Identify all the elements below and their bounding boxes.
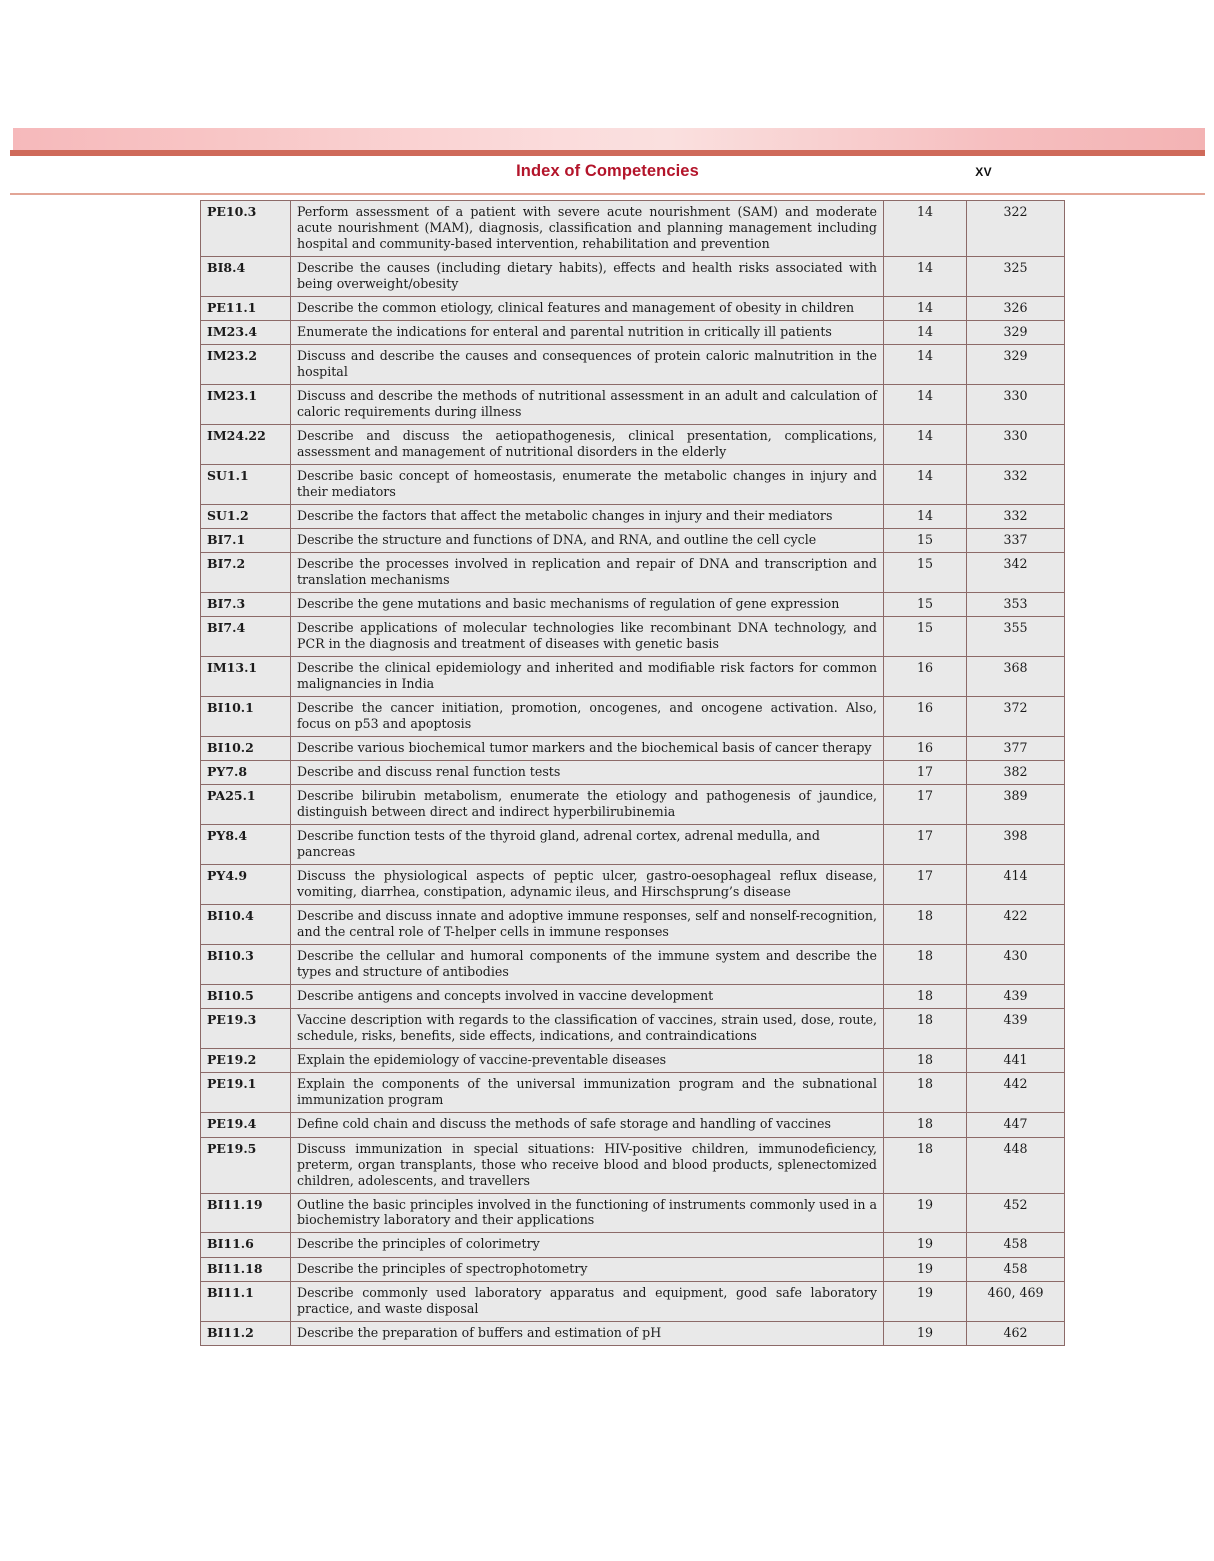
chapter-number-cell: 16 bbox=[884, 737, 967, 761]
competency-code-cell: PE19.2 bbox=[201, 1049, 291, 1073]
page-number-cell: 442 bbox=[967, 1073, 1065, 1113]
competency-code-cell: PY8.4 bbox=[201, 825, 291, 865]
competency-code-cell: SU1.1 bbox=[201, 465, 291, 505]
competency-description-cell: Define cold chain and discuss the methods of safe storage and handling of vaccines bbox=[291, 1113, 884, 1137]
competency-description-cell: Describe function tests of the thyroid gland, adrenal cortex, adrenal medulla, and pancreas bbox=[291, 825, 884, 865]
chapter-number-cell: 15 bbox=[884, 553, 967, 593]
competency-description-cell: Describe the clinical epidemiology and inherited and modifiable risk factors for common malignancies in India bbox=[291, 657, 884, 697]
chapter-number-cell: 14 bbox=[884, 321, 967, 345]
chapter-number-cell: 18 bbox=[884, 1049, 967, 1073]
page-number-cell: 368 bbox=[967, 657, 1065, 697]
page-number-cell: 330 bbox=[967, 425, 1065, 465]
competency-code-cell: PY4.9 bbox=[201, 865, 291, 905]
competency-description-cell: Describe bilirubin metabolism, enumerate the etiology and pathogenesis of jaundice, distinguish between direct and indirect hyperbilirubinemia bbox=[291, 785, 884, 825]
chapter-number-cell: 14 bbox=[884, 385, 967, 425]
page-number-cell: 439 bbox=[967, 985, 1065, 1009]
table-row bbox=[201, 465, 1065, 505]
competency-description-cell: Describe various biochemical tumor markers and the biochemical basis of cancer therapy bbox=[291, 737, 884, 761]
table-row bbox=[201, 737, 1065, 761]
table-row bbox=[201, 865, 1065, 905]
page-number-cell: 422 bbox=[967, 905, 1065, 945]
page-number-cell: 322 bbox=[967, 201, 1065, 257]
page-number-cell: 460, 469 bbox=[967, 1281, 1065, 1321]
competency-code-cell: BI7.3 bbox=[201, 593, 291, 617]
chapter-number-cell: 18 bbox=[884, 905, 967, 945]
competency-description-cell: Describe the causes (including dietary habits), effects and health risks associated with being overweight/obesity bbox=[291, 256, 884, 296]
page-number-cell: 398 bbox=[967, 825, 1065, 865]
competency-code-cell: SU1.2 bbox=[201, 505, 291, 529]
page-number-cell: 458 bbox=[967, 1257, 1065, 1281]
chapter-number-cell: 17 bbox=[884, 785, 967, 825]
table-row bbox=[201, 617, 1065, 657]
competency-description-cell: Describe the processes involved in replication and repair of DNA and transcription and translation mechanisms bbox=[291, 553, 884, 593]
table-row bbox=[201, 657, 1065, 697]
chapter-number-cell: 18 bbox=[884, 1137, 967, 1193]
page-folio-number: xv bbox=[975, 162, 992, 180]
competency-code-cell: BI10.1 bbox=[201, 697, 291, 737]
table-row bbox=[201, 345, 1065, 385]
competency-description-cell: Enumerate the indications for enteral and parental nutrition in critically ill patients bbox=[291, 321, 884, 345]
chapter-number-cell: 17 bbox=[884, 825, 967, 865]
table-row bbox=[201, 201, 1065, 257]
page-number-cell: 447 bbox=[967, 1113, 1065, 1137]
chapter-number-cell: 17 bbox=[884, 865, 967, 905]
table-row bbox=[201, 1049, 1065, 1073]
table-row bbox=[201, 1233, 1065, 1257]
chapter-number-cell: 18 bbox=[884, 1113, 967, 1137]
competency-code-cell: BI11.6 bbox=[201, 1233, 291, 1257]
page-number-cell: 329 bbox=[967, 321, 1065, 345]
chapter-number-cell: 14 bbox=[884, 505, 967, 529]
competency-code-cell: PE10.3 bbox=[201, 201, 291, 257]
index-of-competencies-table bbox=[200, 200, 1065, 1346]
table-row bbox=[201, 1073, 1065, 1113]
page-number-cell: 337 bbox=[967, 529, 1065, 553]
competency-code-cell: BI8.4 bbox=[201, 256, 291, 296]
page-title: Index of Competencies bbox=[516, 162, 699, 180]
page-number-cell: 355 bbox=[967, 617, 1065, 657]
competency-description-cell: Describe the structure and functions of DNA, and RNA, and outline the cell cycle bbox=[291, 529, 884, 553]
table-row bbox=[201, 785, 1065, 825]
chapter-number-cell: 19 bbox=[884, 1281, 967, 1321]
chapter-number-cell: 19 bbox=[884, 1257, 967, 1281]
table-row bbox=[201, 296, 1065, 320]
table-row bbox=[201, 593, 1065, 617]
competency-description-cell: Describe applications of molecular technologies like recombinant DNA technology, and PCR in the diagnosis and treatment of diseases with genetic basis bbox=[291, 617, 884, 657]
competency-code-cell: BI10.4 bbox=[201, 905, 291, 945]
page-number-cell: 332 bbox=[967, 465, 1065, 505]
header-decorative-gradient-bar bbox=[10, 128, 1205, 150]
page-number-cell: 414 bbox=[967, 865, 1065, 905]
chapter-number-cell: 18 bbox=[884, 1009, 967, 1049]
page-number-cell: 448 bbox=[967, 1137, 1065, 1193]
competency-code-cell: PE11.1 bbox=[201, 296, 291, 320]
page-number-cell: 325 bbox=[967, 256, 1065, 296]
competency-description-cell: Describe the principles of spectrophotometry bbox=[291, 1257, 884, 1281]
table-row bbox=[201, 385, 1065, 425]
chapter-number-cell: 14 bbox=[884, 465, 967, 505]
competency-description-cell: Describe the preparation of buffers and estimation of pH bbox=[291, 1321, 884, 1345]
page-number-cell: 342 bbox=[967, 553, 1065, 593]
page-number-cell: 326 bbox=[967, 296, 1065, 320]
competency-code-cell: BI10.3 bbox=[201, 945, 291, 985]
competency-code-cell: IM13.1 bbox=[201, 657, 291, 697]
competency-code-cell: BI7.2 bbox=[201, 553, 291, 593]
table-row bbox=[201, 1137, 1065, 1193]
table-row bbox=[201, 985, 1065, 1009]
header-text-row bbox=[10, 160, 1205, 190]
competency-code-cell: PY7.8 bbox=[201, 761, 291, 785]
competency-code-cell: BI11.2 bbox=[201, 1321, 291, 1345]
competency-code-cell: PE19.4 bbox=[201, 1113, 291, 1137]
chapter-number-cell: 17 bbox=[884, 761, 967, 785]
header-rule-thick bbox=[10, 150, 1205, 156]
page-number-cell: 441 bbox=[967, 1049, 1065, 1073]
chapter-number-cell: 15 bbox=[884, 617, 967, 657]
table-row bbox=[201, 529, 1065, 553]
table-row bbox=[201, 1113, 1065, 1137]
chapter-number-cell: 18 bbox=[884, 1073, 967, 1113]
competency-code-cell: BI7.4 bbox=[201, 617, 291, 657]
table-row bbox=[201, 945, 1065, 985]
table-body bbox=[201, 201, 1065, 1346]
competency-code-cell: IM23.4 bbox=[201, 321, 291, 345]
page-number-cell: 452 bbox=[967, 1193, 1065, 1233]
competency-description-cell: Outline the basic principles involved in the functioning of instruments commonly used in a biochemistry laboratory and their applications bbox=[291, 1193, 884, 1233]
chapter-number-cell: 15 bbox=[884, 529, 967, 553]
table-row bbox=[201, 256, 1065, 296]
competency-description-cell: Describe the cancer initiation, promotion, oncogenes, and oncogene activation. Also, focus on p53 and apoptosis bbox=[291, 697, 884, 737]
competency-description-cell: Discuss and describe the methods of nutritional assessment in an adult and calculation of caloric requirements during illness bbox=[291, 385, 884, 425]
competency-description-cell: Describe the common etiology, clinical features and management of obesity in children bbox=[291, 296, 884, 320]
page-number-cell: 353 bbox=[967, 593, 1065, 617]
competency-description-cell: Describe and discuss renal function tests bbox=[291, 761, 884, 785]
chapter-number-cell: 16 bbox=[884, 657, 967, 697]
competency-description-cell: Explain the components of the universal immunization program and the subnational immunization program bbox=[291, 1073, 884, 1113]
competency-code-cell: IM23.1 bbox=[201, 385, 291, 425]
table-row bbox=[201, 697, 1065, 737]
page-number-cell: 330 bbox=[967, 385, 1065, 425]
table-row bbox=[201, 553, 1065, 593]
table-row bbox=[201, 905, 1065, 945]
competency-code-cell: PE19.3 bbox=[201, 1009, 291, 1049]
chapter-number-cell: 19 bbox=[884, 1233, 967, 1257]
table-row bbox=[201, 1281, 1065, 1321]
table-row bbox=[201, 425, 1065, 465]
page-number-cell: 389 bbox=[967, 785, 1065, 825]
header-rule-thin bbox=[10, 193, 1205, 195]
competency-code-cell: BI11.19 bbox=[201, 1193, 291, 1233]
competency-description-cell: Discuss the physiological aspects of peptic ulcer, gastro-oesophageal reflux disease, vomiting, diarrhea, constipation, adynamic ileus, and Hirschsprung’s disease bbox=[291, 865, 884, 905]
competency-code-cell: BI11.1 bbox=[201, 1281, 291, 1321]
page-number-cell: 430 bbox=[967, 945, 1065, 985]
competency-description-cell: Discuss immunization in special situations: HIV-positive children, immunodeficiency, preterm, organ transplants, those who receive blood and blood products, splenectomized children, adolescents, and travellers bbox=[291, 1137, 884, 1193]
table-row bbox=[201, 761, 1065, 785]
chapter-number-cell: 18 bbox=[884, 985, 967, 1009]
competency-code-cell: BI11.18 bbox=[201, 1257, 291, 1281]
competency-description-cell: Perform assessment of a patient with severe acute nourishment (SAM) and moderate acute nourishment (MAM), diagnosis, classification and planning management including hospital and community-based intervention, rehabilitation and prevention bbox=[291, 201, 884, 257]
chapter-number-cell: 19 bbox=[884, 1321, 967, 1345]
competency-code-cell: IM24.22 bbox=[201, 425, 291, 465]
competency-code-cell: BI10.2 bbox=[201, 737, 291, 761]
competency-description-cell: Describe basic concept of homeostasis, enumerate the metabolic changes in injury and their mediators bbox=[291, 465, 884, 505]
competency-description-cell: Describe the cellular and humoral components of the immune system and describe the types and structure of antibodies bbox=[291, 945, 884, 985]
chapter-number-cell: 18 bbox=[884, 945, 967, 985]
competency-description-cell: Describe the factors that affect the metabolic changes in injury and their mediators bbox=[291, 505, 884, 529]
index-of-competencies-table-wrapper bbox=[200, 200, 1044, 1346]
chapter-number-cell: 16 bbox=[884, 697, 967, 737]
page-number-cell: 382 bbox=[967, 761, 1065, 785]
chapter-number-cell: 14 bbox=[884, 296, 967, 320]
page-number-cell: 329 bbox=[967, 345, 1065, 385]
competency-code-cell: IM23.2 bbox=[201, 345, 291, 385]
competency-description-cell: Discuss and describe the causes and consequences of protein caloric malnutrition in the hospital bbox=[291, 345, 884, 385]
chapter-number-cell: 14 bbox=[884, 345, 967, 385]
page-number-cell: 377 bbox=[967, 737, 1065, 761]
competency-description-cell: Describe the principles of colorimetry bbox=[291, 1233, 884, 1257]
table-row bbox=[201, 1257, 1065, 1281]
page-number-cell: 462 bbox=[967, 1321, 1065, 1345]
competency-description-cell: Describe the gene mutations and basic mechanisms of regulation of gene expression bbox=[291, 593, 884, 617]
competency-code-cell: PA25.1 bbox=[201, 785, 291, 825]
table-row bbox=[201, 1009, 1065, 1049]
competency-code-cell: BI7.1 bbox=[201, 529, 291, 553]
chapter-number-cell: 14 bbox=[884, 425, 967, 465]
competency-description-cell: Describe commonly used laboratory apparatus and equipment, good safe laboratory practice, and waste disposal bbox=[291, 1281, 884, 1321]
chapter-number-cell: 14 bbox=[884, 201, 967, 257]
chapter-number-cell: 19 bbox=[884, 1193, 967, 1233]
table-row bbox=[201, 1193, 1065, 1233]
page-number-cell: 372 bbox=[967, 697, 1065, 737]
competency-description-cell: Describe and discuss the aetiopathogenesis, clinical presentation, complications, assessment and management of nutritional disorders in the elderly bbox=[291, 425, 884, 465]
competency-description-cell: Describe antigens and concepts involved in vaccine development bbox=[291, 985, 884, 1009]
chapter-number-cell: 15 bbox=[884, 593, 967, 617]
table-row bbox=[201, 1321, 1065, 1345]
competency-code-cell: PE19.5 bbox=[201, 1137, 291, 1193]
running-head bbox=[10, 128, 1205, 195]
chapter-number-cell: 14 bbox=[884, 256, 967, 296]
page-number-cell: 439 bbox=[967, 1009, 1065, 1049]
competency-description-cell: Describe and discuss innate and adoptive immune responses, self and nonself-recognition, and the central role of T-helper cells in immune responses bbox=[291, 905, 884, 945]
page-number-cell: 332 bbox=[967, 505, 1065, 529]
competency-description-cell: Vaccine description with regards to the classification of vaccines, strain used, dose, route, schedule, risks, benefits, side effects, indications, and contraindications bbox=[291, 1009, 884, 1049]
table-row bbox=[201, 825, 1065, 865]
page-number-cell: 458 bbox=[967, 1233, 1065, 1257]
competency-code-cell: PE19.1 bbox=[201, 1073, 291, 1113]
competency-description-cell: Explain the epidemiology of vaccine-preventable diseases bbox=[291, 1049, 884, 1073]
table-row bbox=[201, 321, 1065, 345]
competency-code-cell: BI10.5 bbox=[201, 985, 291, 1009]
table-row bbox=[201, 505, 1065, 529]
